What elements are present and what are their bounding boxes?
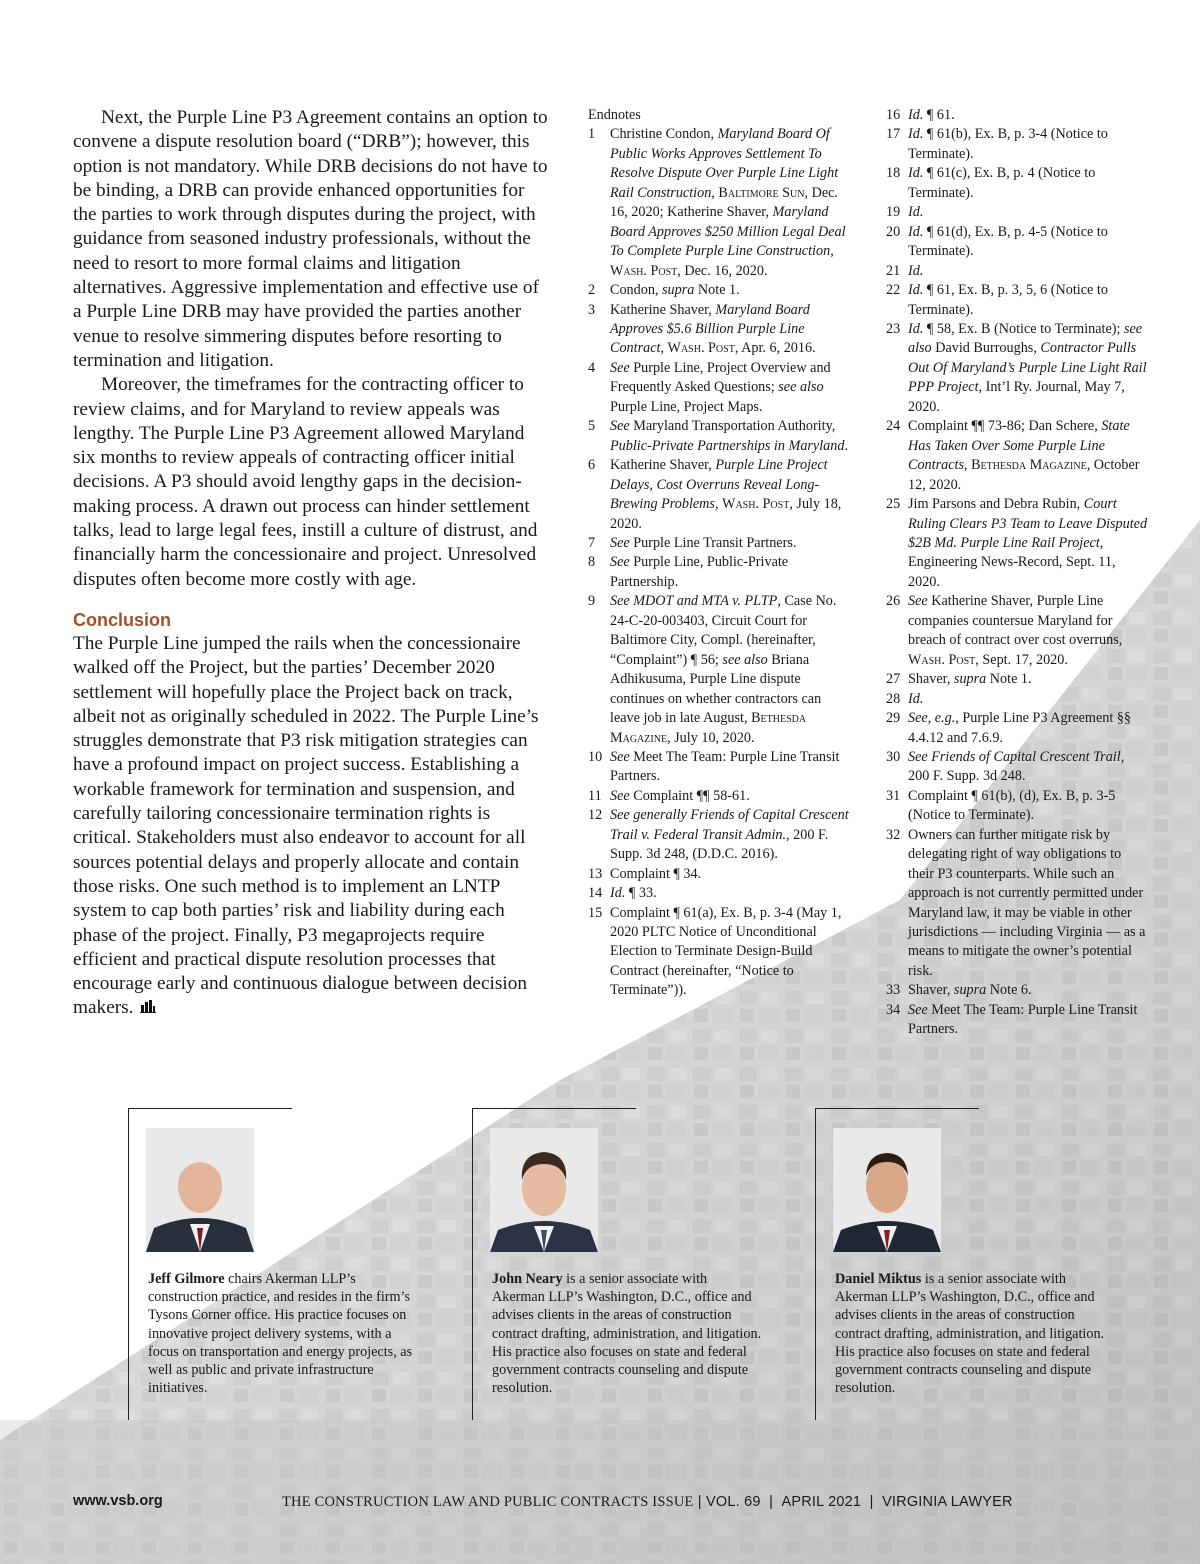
endnote-text: See Purple Line Transit Partners. xyxy=(610,534,797,551)
endnote-item xyxy=(886,826,1148,982)
footer-magazine: VIRGINIA LAWYER xyxy=(882,1494,1013,1510)
endnote-text: Id. xyxy=(908,204,924,221)
endnote-text: Katherine Shaver, Purple Line Project Delays, Cost Overruns Reveal Long-Brewing Problems, Wash. Post, July 18, 2020. xyxy=(610,457,842,532)
endnote-text: Owners can further mitigate risk by delegating right of way obligations to their P3 counterparts. While such an approach is not currently permitted under Maryland law, it may be viable in other jurisdictions — including Virginia — as a means to mitigate the owner’s potential risk. xyxy=(908,826,1146,979)
bio-text xyxy=(835,1270,1105,1397)
endnote-item xyxy=(886,670,1148,689)
endnote-text: Id. ¶ 33. xyxy=(610,885,657,902)
building-icon xyxy=(140,998,156,1022)
endnote-number: 30 xyxy=(886,748,901,765)
endnote-number: 18 xyxy=(886,165,901,182)
author-bio-miktus xyxy=(815,1108,1115,1420)
endnotes-column-right xyxy=(886,106,1148,1040)
endnote-text: Complaint ¶ 34. xyxy=(610,865,702,882)
body-paragraph: Next, the Purple Line P3 Agreement contains an option to convene a dispute resolution board (“DRB”); however, this option is not mandatory. While DRB decisions do not have to be binding, a DRB can provide enhanced opportunities for the parties to work through disputes during the project, with guidance from seasoned industry professionals, without the need to resort to more formal claims and litigation alternatives. Aggressive implementation and effective use of a Purple Line DRB may have provided the parties another venue to resolve simmering disputes before resorting to termination and litigation. xyxy=(73,107,548,371)
endnote-number: 31 xyxy=(886,787,901,804)
endnote-text: See Meet The Team: Purple Line Transit Partners. xyxy=(908,1001,1138,1038)
endnote-number: 8 xyxy=(588,554,596,571)
endnote-number: 29 xyxy=(886,710,901,727)
author-description: chairs Akerman LLP’s construction practice, and resides in the firm’s Tysons Corner office. His practice focuses on innovative project delivery systems, with a focus on transportation and energy projects, as well as public and private infrastructure initiatives. xyxy=(148,1271,413,1397)
endnote-number: 32 xyxy=(886,826,901,843)
author-photo xyxy=(490,1128,598,1252)
endnote-item xyxy=(886,495,1148,592)
endnote-text: Christine Condon, Maryland Board Of Public Works Approves Settlement To Resolve Dispute Over Purple Line Light Rail Construction, Baltimore Sun, Dec. 16, 2020; Katherine Shaver, Maryland Board Approves $250 Million Legal Deal To Complete Purple Line Construction, Wash. Post, Dec. 16, 2020. xyxy=(610,126,846,279)
endnote-number: 26 xyxy=(886,593,901,610)
endnote-item xyxy=(886,262,1148,281)
body-paragraph: Moreover, the timeframes for the contracting officer to review claims, and for Maryland to review appeals was lengthy. The Purple Line P3 Agreement allowed Maryland six months to review appeals of contracting officer initial decisions. A P3 should avoid lengthy gaps in the decision-making process. A drawn out process can hinder settlement talks, lead to large legal fees, instill a culture of distrust, and financially harm the concessionaire and project. Unresolved disputes often become more costly with age. xyxy=(73,374,538,590)
endnote-number: 4 xyxy=(588,359,596,376)
author-bio-neary xyxy=(472,1108,772,1420)
endnote-item xyxy=(588,553,853,592)
endnote-number: 28 xyxy=(886,690,901,707)
endnote-text: See, e.g., Purple Line P3 Agreement §§ 4.4.12 and 7.6.9. xyxy=(908,710,1132,746)
endnote-item xyxy=(886,223,1148,262)
author-name: Daniel Miktus xyxy=(835,1271,922,1287)
endnote-number: 16 xyxy=(886,107,901,123)
endnotes-heading: Endnotes xyxy=(588,107,641,123)
endnote-item xyxy=(886,281,1148,320)
endnote-text: See generally Friends of Capital Crescent Trail v. Federal Transit Admin., 200 F. Supp. 3d 248, (D.D.C. 2016). xyxy=(610,807,849,863)
endnote-text: See Purple Line, Project Overview and Frequently Asked Questions; see also Purple Line, Project Maps. xyxy=(610,359,831,415)
endnote-item xyxy=(588,359,853,417)
endnote-item xyxy=(588,301,853,359)
endnote-item xyxy=(588,417,853,456)
endnote-item xyxy=(588,534,853,553)
endnote-item xyxy=(588,592,853,748)
endnotes-list xyxy=(588,125,853,1000)
endnote-number: 7 xyxy=(588,534,596,551)
author-bio-gilmore xyxy=(128,1108,428,1420)
author-name: Jeff Gilmore xyxy=(148,1271,225,1287)
endnote-number: 23 xyxy=(886,320,901,337)
endnote-number: 10 xyxy=(588,748,603,765)
endnote-text: Complaint ¶¶ 73-86; Dan Schere, State Has Taken Over Some Purple Line Contracts, Bethesda Magazine, October 12, 2020. xyxy=(908,418,1140,493)
endnote-number: 34 xyxy=(886,1001,901,1018)
endnote-text: Complaint ¶ 61(b), (d), Ex. B, p. 3-5 (Notice to Terminate). xyxy=(908,787,1116,824)
endnote-number: 22 xyxy=(886,282,901,299)
endnote-item xyxy=(886,981,1148,1000)
endnote-number: 19 xyxy=(886,204,901,221)
endnote-text: See MDOT and MTA v. PLTP, Case No. 24-C-20-003403, Circuit Court for Baltimore City, Compl. (hereinafter, “Complaint”) ¶ 56; see also Briana Adhikusuma, Purple Line dispute continues on whether contractors can leave job in late August, Bethesda Magazine, July 10, 2020. xyxy=(610,593,837,746)
endnote-item xyxy=(886,1001,1148,1040)
endnote-item xyxy=(886,417,1148,495)
endnote-number: 6 xyxy=(588,457,596,474)
endnote-number: 20 xyxy=(886,223,901,240)
endnote-number: 17 xyxy=(886,126,901,143)
endnote-text: Condon, supra Note 1. xyxy=(610,282,740,299)
bio-text xyxy=(492,1270,762,1397)
endnote-item xyxy=(886,320,1148,417)
endnote-text: Id. ¶ 61, Ex. B, p. 3, 5, 6 (Notice to Terminate). xyxy=(908,282,1108,318)
endnote-item xyxy=(588,748,853,787)
endnote-item xyxy=(588,281,853,300)
endnote-item xyxy=(588,125,853,281)
author-description: is a senior associate with Akerman LLP’s Washington, D.C., office and advises clients in the areas of construction contract drafting, administration, and litigation. His practice also focuses on state and federal government contracts counseling and dispute resolution. xyxy=(492,1271,762,1397)
conclusion-paragraph xyxy=(73,632,548,1023)
footer-date: APRIL 2021 xyxy=(781,1494,862,1510)
endnote-text: Shaver, supra Note 6. xyxy=(908,982,1032,999)
endnote-item xyxy=(886,592,1148,670)
endnote-item xyxy=(588,787,853,806)
bio-text xyxy=(148,1270,418,1397)
endnote-item xyxy=(886,748,1148,787)
endnote-text: Id. xyxy=(908,690,924,707)
article-column xyxy=(73,106,548,1023)
endnote-item xyxy=(588,865,853,884)
endnote-text: Id. xyxy=(908,262,924,279)
endnote-text: Id. ¶ 61. xyxy=(908,107,955,123)
endnote-text: See Complaint ¶¶ 58-61. xyxy=(610,787,750,804)
endnote-text: See Friends of Capital Crescent Trail, 200 F. Supp. 3d 248. xyxy=(908,748,1125,785)
endnote-number: 33 xyxy=(886,982,901,999)
endnote-number: 21 xyxy=(886,262,901,279)
endnotes-list xyxy=(886,106,1148,1040)
endnote-number: 24 xyxy=(886,418,901,435)
endnote-text: Id. ¶ 61(d), Ex. B, p. 4-5 (Notice to Terminate). xyxy=(908,223,1108,260)
endnote-number: 9 xyxy=(588,593,596,610)
author-photo xyxy=(146,1128,254,1252)
endnote-item xyxy=(588,904,853,1001)
endnote-text: See Maryland Transportation Authority, Public-Private Partnerships in Maryland. xyxy=(610,418,849,454)
footer-volume: VOL. 69 xyxy=(706,1494,761,1510)
endnote-number: 14 xyxy=(588,885,603,902)
endnote-text: Shaver, supra Note 1. xyxy=(908,671,1032,688)
endnote-item xyxy=(886,787,1148,826)
endnote-number: 1 xyxy=(588,126,596,143)
endnotes-column-left xyxy=(588,106,853,1001)
endnote-text: Jim Parsons and Debra Rubin, Court Ruling Clears P3 Team to Leave Disputed $2B Md. Purple Line Rail Project, Engineering News-Record, Sept. 11, 2020. xyxy=(908,496,1148,590)
endnote-number: 11 xyxy=(588,787,602,804)
endnote-text: Id. ¶ 58, Ex. B (Notice to Terminate); see also David Burroughs, Contractor Pulls Out Of Maryland’s Purple Line Light Rail PPP Project, Int’l Ry. Journal, May 7, 2020. xyxy=(908,320,1147,415)
endnote-text: Complaint ¶ 61(a), Ex. B, p. 3-4 (May 1, 2020 PLTC Notice of Unconditional Election to Terminate Design-Build Contract (hereinafter, “Notice to Terminate”)). xyxy=(610,904,842,999)
endnote-number: 13 xyxy=(588,865,603,882)
endnote-text: See Purple Line, Public-Private Partnership. xyxy=(610,554,789,590)
endnote-number: 25 xyxy=(886,496,901,513)
footer-issue-line: THE CONSTRUCTION LAW AND PUBLIC CONTRACTS ISSUE | VOL. 69 | APRIL 2021 | VIRGINIA LAWYER xyxy=(282,1494,1013,1510)
endnote-text: See Katherine Shaver, Purple Line companies countersue Maryland for breach of contract over cost overruns, Wash. Post, Sept. 17, 2020. xyxy=(908,593,1123,668)
endnote-text: Id. ¶ 61(c), Ex. B, p. 4 (Notice to Terminate). xyxy=(908,165,1096,201)
endnote-number: 2 xyxy=(588,282,596,299)
footer-issue: THE CONSTRUCTION LAW AND PUBLIC CONTRACTS ISSUE xyxy=(282,1494,694,1510)
endnote-text: See Meet The Team: Purple Line Transit Partners. xyxy=(610,748,840,785)
conclusion-heading: Conclusion xyxy=(73,609,171,630)
author-photo xyxy=(833,1128,941,1252)
endnote-number: 3 xyxy=(588,301,596,318)
endnote-item xyxy=(588,456,853,534)
endnote-number: 5 xyxy=(588,418,596,435)
endnote-item xyxy=(886,106,1148,125)
footer-url[interactable]: www.vsb.org xyxy=(73,1493,163,1509)
endnote-text: Katherine Shaver, Maryland Board Approves $5.6 Billion Purple Line Contract, Wash. Post, Apr. 6, 2016. xyxy=(610,301,816,357)
endnote-number: 15 xyxy=(588,904,603,921)
endnote-item xyxy=(886,709,1148,748)
endnote-item xyxy=(588,884,853,903)
conclusion-text: The Purple Line jumped the rails when the concessionaire walked off the Project, but the parties’ December 2020 settlement will hopefully place the Project back on track, albeit not as originally scheduled in 2022. The Purple Line’s struggles demonstrate that P3 risk mitigation strategies can have a profound impact on project success. Establishing a workable framework for termination and suspension, and carefully tailoring concessionaire termination rights is critical. Stakeholders must also endeavor to account for all sources potential delays and properly allocate and contain those risks. One such method is to implement an LNTP system to cap both parties’ risk and liability during each phase of the project. Finally, P3 megaprojects require efficient and practical dispute resolution processes that encourage early and continuous dialogue between decision makers. xyxy=(73,632,539,1019)
endnote-text: Id. ¶ 61(b), Ex. B, p. 3-4 (Notice to Terminate). xyxy=(908,126,1108,162)
endnote-item xyxy=(886,125,1148,164)
author-description: is a senior associate with Akerman LLP’s Washington, D.C., office and advises clients in the areas of construction contract drafting, administration, and litigation. His practice also focuses on state and federal government contracts counseling and dispute resolution. xyxy=(835,1271,1105,1397)
endnote-item xyxy=(886,203,1148,222)
author-name: John Neary xyxy=(492,1271,563,1287)
endnote-number: 27 xyxy=(886,671,901,688)
endnote-number: 12 xyxy=(588,807,603,824)
endnote-item xyxy=(588,806,853,864)
endnote-item xyxy=(886,690,1148,709)
endnote-item xyxy=(886,164,1148,203)
